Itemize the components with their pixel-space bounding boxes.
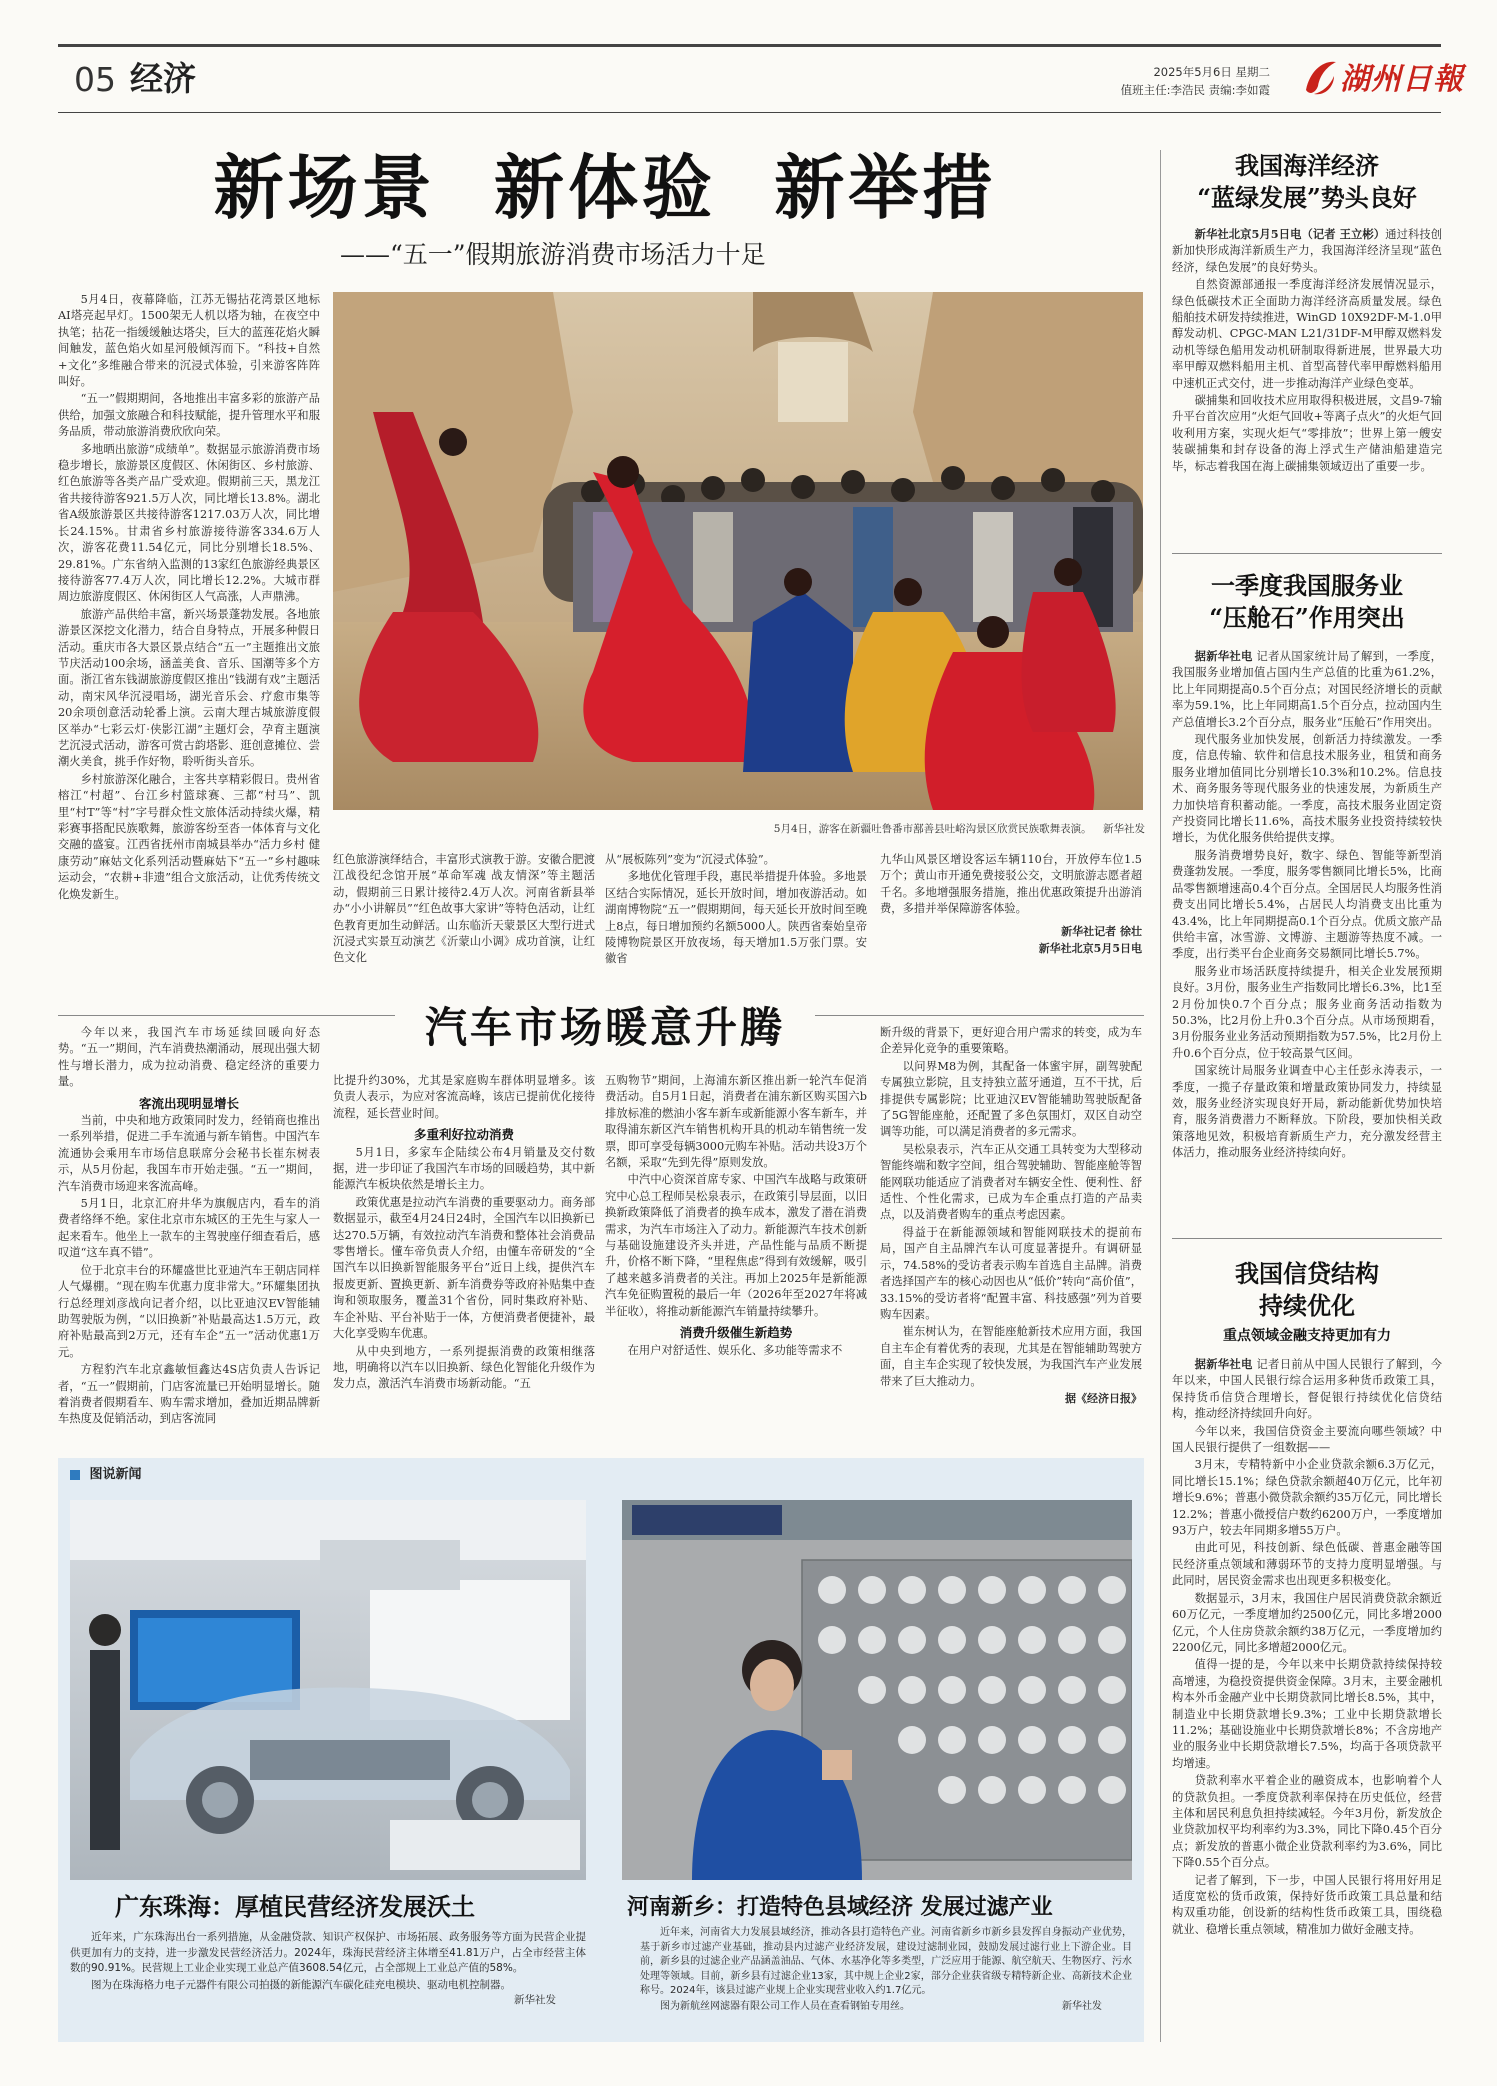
auto-subhead-2: 多重利好拉动消费 bbox=[413, 1127, 514, 1143]
side2-title-line2: “压舱石”作用突出 bbox=[1209, 603, 1405, 632]
news-right-photo-image bbox=[622, 1500, 1132, 1880]
masthead-title: 湖州日報 bbox=[1340, 62, 1464, 97]
photo-news-label bbox=[70, 1466, 142, 1486]
auto-colA bbox=[58, 1025, 320, 1447]
lead-col1-p2: “五一”假期期间，各地推出丰富多彩的旅游产品供给，加强文旅融合和科技赋能，提升管理水平和服务品质，带动旅游消费欣欣向荣。 bbox=[58, 392, 320, 439]
side3-deck: 重点领域金融支持更加有力 bbox=[1223, 1328, 1391, 1344]
side2-bottom-rule bbox=[1172, 1238, 1442, 1239]
side1-bottom-rule bbox=[1172, 553, 1442, 554]
side3-p2: 今年以来，我国信贷资金主要流向哪些领域？中国人民银行提供了一组数据—— bbox=[1172, 1424, 1442, 1455]
auto-colC bbox=[605, 1073, 867, 1447]
side1-lead: 新华社北京5月5日电（记者 王立彬） bbox=[1194, 227, 1386, 241]
side1-p3: 碳捕集和回收技术应用取得积极进展，文昌9-7输升平台首次应用“火炬气回收+等离子点火”的火炬气回收利用方案，实现火炬气“零排放”；世界上第一艘安装碳捕集和封存设备的海上浮式生产储油船建造完毕，标志着我国在海上碳捕集领域迈出了重要一步。 bbox=[1172, 394, 1442, 473]
sidebar-divider bbox=[1160, 150, 1161, 2042]
header-top-rule bbox=[58, 44, 1441, 47]
auto-colA-p2: 当前，中央和地方政策同时发力，经销商也推出一系列举措，促进二手车流通与新车销售。中国汽车流通协会乘用车市场信息联席分会秘书长崔东树表示，从5月份起，我国车市开始走强。“五一”期间，汽车消费市场迎来客流高峰。 bbox=[58, 1114, 320, 1193]
side2-p4: 服务业市场活跃度持续提升，相关企业发展预期良好。3月份，服务业生产指数同比增长6.3%，比1至2月份加快0.7个百分点；服务业商务活动指数为50.3%，比2月份上升0.3个百分点。从市场预期看，3月份服务业业务活动预期指数为57.5%，比2月份上升0.6个百分点，位于较高景气区间。 bbox=[1172, 964, 1442, 1060]
auto-colD-p4: 得益于在新能源领域和智能网联技术的提前布局，国产自主品牌汽车认可度显著提升。有调研显示，74.58%的受访者表示购车首选自主品牌。消费者选择国产车的核心动因也从“低价”转向“高价值”，33.15%的受访者将“配置丰富、科技感强”列为首要购车因素。 bbox=[880, 1225, 1142, 1321]
lead-photo-caption-text: 5月4日，游客在新疆吐鲁番市鄯善县吐峪沟景区欣赏民族歌舞表演。 bbox=[773, 823, 1092, 835]
news-right-caption bbox=[640, 2000, 1132, 2015]
lead-col1-p4: 旅游产品供给丰富，新兴场景蓬勃发展。各地旅游景区深挖文化潜力，结合自身特点，开展多种假日活动。重庆市各大景区景点结合“五一”主题推出文旅节庆活动100余场，涵盖美食、音乐、国潮等多个方面。浙江省东钱湖旅游度假区推出“钱湖有戏”主题活动，南宋风华沉浸唱场，湖光音乐会、疗愈市集等20余项创意活动轮番上演。云南大理古城旅游度假区举办“七彩云灯·侠影江湖”主题灯会，孕育主题演艺沉浸式活动，游客可赏古韵塔影、逛创意摊位、尝潮火美食，挑手作好物，聆听街头音乐。 bbox=[58, 607, 320, 769]
lead-photo-image bbox=[333, 292, 1143, 810]
news-right-body-text: 近年来，河南省大力发展县域经济，推动各县打造特色产业。河南省新乡市新乡县发挥自身振动产业优势，基于新乡市过滤产业基础，推动县内过滤产业经济发展，建设过滤制业园，鼓励发展过滤行业上下游企业。目前，新乡县的过滤企业产品涵盖油品、气体、水基净化等多类型，广泛应用于能源、航空航天、生物医疗、污水处理等领域。目前，新乡县有过滤企业13家，其中规上企业2家，部分企业获省级专精特新企业、高新技术企业称号。2024年，该县过滤产业规上企业实现营业收入约1.7亿元。 bbox=[640, 1927, 1132, 1996]
side3-p1 bbox=[1172, 1356, 1442, 1423]
auto-colA-p4: 位于北京丰台的环耀盛世比亚迪汽车王朝店同样人气爆棚。“现在购车优惠力度非常大。”环耀集团执行总经理刘彦战向记者介绍，以比亚迪汉EV智能辅助驾驶版为例，“以旧换新”补贴最高达1.5万元，政府补贴最高到2万元，还有车企“五一”活动优惠1万元。 bbox=[58, 1263, 320, 1359]
auto-subhead-3: 消费升级催生新趋势 bbox=[679, 1325, 793, 1341]
lead-col2-p1: 红色旅游演绎结合，丰富形式演教于游。安徽合肥渡江战役纪念馆开展“革命军魂 战友情深”等主题活动，假期前三日累计接待2.4万人次。河南省新县举办“小小讲解员”“红色故事大家讲”等特色活动，让红色教育更加生动鲜活。山东临沂天蒙景区大型行进式沉浸式实景互动演艺《沂蒙山小调》成功首演，让红色文化 bbox=[333, 853, 595, 965]
photo-news-marker-icon bbox=[70, 1470, 80, 1480]
auto-colD-p5: 崔东树认为，在智能座舱新技术应用方面，我国自主车企有着优秀的表现，尤其是在智能辅助驾驶方面，自主车企实现了较快发展，为我国汽车产业发展带来了巨大推动力。 bbox=[880, 1325, 1142, 1388]
lead-col4-p1: 九华山风景区增设客运车辆110台，开放停车位1.5万个；黄山市开通免费接驳公交，文明旅游志愿者超千名。多地增强服务措施，推出优惠政策提升出游消费，多措并举保障游客体验。 bbox=[880, 853, 1142, 916]
lead-col4 bbox=[880, 852, 1142, 1002]
lead-subtitle: ——“五一”假期旅游消费市场活力十足 bbox=[340, 240, 766, 269]
lead-col3-p1: 从“展板陈列”变为“沉浸式体验”。 bbox=[605, 853, 775, 866]
auto-colB bbox=[333, 1073, 595, 1447]
news-left-body-text: 近年来，广东珠海出台一系列措施，从金融贷款、知识产权保护、市场拓展、政务服务等方面为民营企业提供更加有力的支持，进一步激发民营经济活力。2024年，珠海民营经济主体增至41.81万户，占全市经营主体数的90.91%。民营规上工业企业实现工业总产值3608.54亿元，占全部规上工业总产值的58%。 bbox=[70, 1931, 586, 1974]
lead-col1 bbox=[58, 292, 320, 1005]
side2-p3: 服务消费增势良好，数字、绿色、智能等新型消费蓬勃发展。一季度，服务零售额同比增长5%，比商品零售额增速高0.4个百分点。全国居民人均服务性消费支出同比增长5.4%，占居民人均消费支出比重为43.4%，比上年同期提高0.1个百分点。优质文旅产品供给丰富，冰雪游、文博游、主题游等热度不减。一季度，出行类平台企业商务交易额同比增长5.7%。 bbox=[1172, 848, 1442, 961]
lead-col1-p3: 多地晒出旅游“成绩单”。数据显示旅游消费市场稳步增长，旅游景区度假区、休闲街区、乡村旅游、红色旅游等各类产品广受欢迎。假期前三天，黑龙江省共接待游客921.5万人次，同比增长13.8%。湖北省A级旅游景区共接待游客1217.03万人次，同比增长24.15%。甘肃省乡村旅游接待游客334.6万人次，游客花费11.54亿元，同比分别增长18.5%、29.81%。广东省纳入监测的13家红色旅游经典景区接待游客77.4万人次，同比增长12.2%。大城市群周边旅游度假区、休闲街区人气高涨，人声鼎沸。 bbox=[58, 442, 320, 604]
auto-subhead-1: 客流出现明显增长 bbox=[138, 1095, 239, 1111]
side3-p8: 记者了解到，下一步，中国人民银行将用好用足适度宽松的货币政策，保持好货币政策工具总量和结构双重功能，创设新的结构性货币政策工具，围绕稳就业、稳增长重点领域，精准加力做好金融支持。 bbox=[1172, 1873, 1442, 1936]
lead-photo-caption bbox=[745, 822, 1145, 837]
date-line: 2025年5月6日 星期二 bbox=[1153, 65, 1270, 79]
page-number: 05 bbox=[74, 60, 116, 99]
lead-photo bbox=[333, 292, 1143, 810]
side3-title-line2: 持续优化 bbox=[1259, 1291, 1355, 1320]
lead-col3-p2: 多地优化管理手段，惠民举措提升体验。多地景区结合实际情况，延长开放时间，增加夜游活动。如湖南博物院“五一”假期期间，每天延长开放时间至晚上8点，每日增加预约名额5000人。陕西省秦始皇帝陵博物院景区开放夜场，每天增加1.5万张门票。安徽省 bbox=[605, 870, 867, 966]
news-right-title: 河南新乡：打造特色县域经济 发展过滤产业 bbox=[627, 1894, 1053, 1920]
side3-lead: 据新华社电 bbox=[1194, 1357, 1253, 1371]
news-left-caption bbox=[70, 1978, 586, 2006]
section-name: 经济 bbox=[130, 59, 196, 98]
side3-p1-text: 记者日前从中国人民银行了解到，今年以来，中国人民银行综合运用多种货币政策工具，保持货币信贷合理增长，督促银行持续优化信贷结构，推动经济持续回升向好。 bbox=[1172, 1358, 1442, 1421]
lead-col2 bbox=[333, 852, 595, 1002]
side3-p6: 值得一提的是，今年以来中长期贷款持续保持较高增速，为稳投资提供资金保障。3月末，主要金融机构本外币金融产业中长期贷款同比增长8.5%，其中，制造业中长期贷款增长9.3%；工业中长期贷款增长11.2%；基础设施业中长期贷款增长8%；不含房地产业的服务业中长期贷款增长7.5%，均高于各项贷款平均增速。 bbox=[1172, 1658, 1442, 1770]
news-left-body bbox=[70, 1930, 586, 2040]
auto-colA-p1: 今年以来，我国汽车市场延续回暖向好态势。“五一”期间，汽车消费热潮涌动，展现出强大韧性与增长潜力，成为拉动消费、稳定经济的重要力量。 bbox=[58, 1026, 320, 1089]
lead-byline-reporter: 新华社记者 徐壮 bbox=[1061, 924, 1142, 938]
auto-byline: 据《经济日报》 bbox=[1065, 1391, 1142, 1405]
news-left-title: 广东珠海：厚植民营经济发展沃土 bbox=[115, 1892, 475, 1921]
auto-colD-p2: 以问界M8为例，其配备一体蜜宇屏，副驾驶配专属独立影院，且支持独立蓝牙通道，互不干扰，后排提供专属影院；比亚迪汉EV智能辅助驾驶版配备了5G智能座舱，还配置了多色氛围灯，双区自动空调等功能，可以满足消费者的多元需求。 bbox=[880, 1059, 1142, 1139]
side2-p2: 现代服务业加快发展，创新活力持续激发。一季度，信息传输、软件和信息技术服务业，租赁和商务服务业增加值同比分别增长10.3%和10.2%。信息技术、商务服务等现代服务业的快速发展，为新质生产力加快培育积蓄动能。一季度，高技术服务业固定资产投资同比增长11.6%，高技术服务业投资持续较快增长，为优化服务供给提供支撑。 bbox=[1172, 733, 1442, 845]
news-left-photo-image bbox=[70, 1500, 586, 1880]
auto-colC-p2: 中汽中心资深首席专家、中国汽车战略与政策研究中心总工程师吴松泉表示，在政策引导层面，以旧换新政策降低了消费者的换车成本，激发了潜在消费需求，为汽车市场注入了动力。新能源汽车技术创新与基础设施建设齐头并进，产品性能与品质不断提升，价格不断下降，“里程焦虑”得到有效缓解，吸引了越来越多消费者的关注。再加上2025年是新能源汽车免征购置税的最后一年（2026年至2027年将减半征收），将推动新能源汽车销量持续攀升。 bbox=[605, 1173, 867, 1318]
auto-colB-p2: 5月1日，多家车企陆续公布4月销量及交付数据，进一步印证了我国汽车市场的回暖趋势，其中新能源汽车板块依然是增长主力。 bbox=[333, 1145, 595, 1192]
masthead-logo bbox=[1300, 56, 1464, 100]
side2-title bbox=[1172, 570, 1442, 634]
page-header bbox=[58, 52, 1464, 110]
auto-headline: 汽车市场暖意升腾 bbox=[395, 998, 815, 1058]
side3-p5: 数据显示，3月末，我国住户居民消费贷款余额近60万亿元，一季度增加约2500亿元，同比多增2000亿元，个人住房贷款余额约38万亿元，一季度增加约2200亿元，同比多增超2000亿元。 bbox=[1172, 1591, 1442, 1654]
side3-p7: 贷款利率水平着企业的融资成本，也影响着个人的贷款负担。一季度贷款利率保持在历史低位，经营主体和居民利息负担持续减轻。今年3月份，新发放企业贷款加权平均利率约为3.3%，同比下降0.45个百分点；新发放的普惠小微企业贷款利率约为3.6%，同比下降0.55个百分点。 bbox=[1172, 1774, 1442, 1870]
lead-col1-p5: 乡村旅游深化融合，主客共享精彩假日。贵州省榕江“村超”、台江乡村篮球赛、三都“村马”、凯里“村T”等“村”字号群众性文旅体活动持续火爆，精彩赛事搭配民族歌舞，旅游客纷至沓一体体育与文化交融的盛宴。江西省抚州市南城县举办“活力乡村 健康劳动”麻姑文化系列活动暨麻姑下“五一”乡村趣味运动会，“农耕+非遗”组合文旅活动，让优秀传统文化焕发新生。 bbox=[58, 772, 320, 901]
side1-p2: 自然资源部通报一季度海洋经济发展情况显示，绿色低碳技术正全面助力海洋经济高质量发展。绿色船舶技术研发持续推进，WinGD 10X92DF-M-1.0甲醇发动机、CPGC-MAN L21/31DF-M甲醇双燃料发动机等绿色船用发动机研制取得新进展，世界最大功率甲醇双燃料船用主机、首型高替代率甲醇燃料船用中速机正式交付，进一步推动海洋产业绿色变革。 bbox=[1172, 278, 1442, 390]
lead-photo-credit: 新华社发 bbox=[1103, 823, 1145, 835]
news-right-credit: 新华社发 bbox=[1062, 2000, 1102, 2012]
news-left-credit: 新华社发 bbox=[514, 1994, 556, 2006]
side1-p1-text: 通过科技创新加快形成海洋新质生产力，我国海洋经济呈现“蓝色经济，绿色发展”的良好势头。 bbox=[1172, 228, 1442, 274]
side1-p1 bbox=[1172, 226, 1442, 276]
side2-p1-text: 记者从国家统计局了解到，一季度，我国服务业增加值占国内生产总值的比重为61.2%，比上年同期提高0.5个百分点；对国民经济增长的贡献率为59.1%，比上年同期高1.5个百分点，拉动国内生产总值增长3.2个百分点，服务业“压舱石”作用突出。 bbox=[1172, 650, 1442, 729]
side3-body bbox=[1172, 1356, 1442, 2042]
auto-colA-p5: 方程豹汽车北京鑫敏恒鑫达4S店负责人告诉记者，“五一”假期前，门店客流量已开始明显增长。随着消费者假期看车、购车需求增加，叠加近期品牌新车热度及促销活动，到店客流同 bbox=[58, 1363, 320, 1426]
side1-title bbox=[1172, 150, 1442, 214]
auto-colD bbox=[880, 1025, 1142, 1447]
lead-headline: 新场景 新体验 新举措 bbox=[213, 146, 997, 229]
side1-title-line1: 我国海洋经济 bbox=[1235, 151, 1379, 180]
side1-title-line2: “蓝绿发展”势头良好 bbox=[1197, 183, 1417, 212]
photo-news-label-text: 图说新闻 bbox=[89, 1467, 142, 1482]
auto-colA-p3: 5月1日，北京汇府井华为旗舰店内，看车的消费者络绎不绝。家住北京市东城区的王先生与家人一起来看车。他坐上一款车的主驾驶座仔细查看后，感叹道“这车真不错”。 bbox=[58, 1197, 320, 1260]
side2-lead: 据新华社电 bbox=[1194, 649, 1253, 663]
side2-title-line1: 一季度我国服务业 bbox=[1211, 571, 1403, 600]
lead-col3 bbox=[605, 852, 867, 1002]
side3-p3: 3月末，专精特新中小企业贷款余额6.3万亿元，同比增长15.1%；绿色贷款余额超40万亿元，比年初增长9.6%；普惠小微贷款余额约35万亿元，同比增长12.2%；普惠小微授信户数约6200万户，一季度增加93万户，较去年同期多增55万户。 bbox=[1172, 1458, 1442, 1538]
news-left-photo bbox=[70, 1500, 586, 1880]
side1-body bbox=[1172, 226, 1442, 541]
side2-p1 bbox=[1172, 648, 1442, 731]
auto-colB-p4: 从中央到地方，一系列提振消费的政策相继落地，明确将以汽车以旧换新、绿色化智能化升级作为发力点，激活汽车消费市场新动能。“五 bbox=[333, 1344, 595, 1391]
auto-colD-p1: 断升级的背景下，更好迎合用户需求的转变，成为车企差异化竞争的重要策略。 bbox=[880, 1026, 1142, 1056]
news-left-caption-text: 图为在珠海格力电子元器件有限公司拍摄的新能源汽车碳化硅充电模块、驱动电机控制器。 bbox=[91, 1978, 511, 1991]
editor-line: 值班主任:李浩民 责编:李如霞 bbox=[1120, 83, 1270, 97]
news-right-body bbox=[640, 1926, 1132, 2038]
lead-col1-p1: 5月4日，夜幕降临，江苏无锡拈花湾景区地标AI塔亮起早灯。1500架无人机以塔为轴，在夜空中执笔；拈花一指缓缓触达塔尖，巨大的蓝莲花焰火瞬间触发，蓝色焰火如星河般倾泻而下。“科技+自然+文化”多维融合带来的沉浸式体验，引来游客阵阵叫好。 bbox=[58, 293, 320, 389]
auto-colB-p3: 政策优惠是拉动汽车消费的重要驱动力。商务部数据显示，截至4月24日24时，全国汽车以旧换新已达270.5万辆，有效拉动汽车消费和整体社会消费品零售增长。懂车帝负责人介绍，由懂车帝研发的“全国汽车以旧换新智能服务平台”近日上线，提供汽车报废更新、置换更新、新车消费券等政府补贴集中查询和领取服务，覆盖31个省份，同时集政府补贴、车企补贴、平台补贴于一体，方便消费者便捷补，最大化享受购车优惠。 bbox=[333, 1195, 595, 1341]
auto-colC-p3: 在用户对舒适性、娱乐化、多功能等需求不 bbox=[627, 1343, 843, 1357]
side3-p4: 由此可见，科技创新、绿色低碳、普惠金融等国民经济重点领域和薄弱环节的支持力度明显增强。与此同时，居民资金需求也出现更多积极变化。 bbox=[1172, 1541, 1442, 1588]
masthead-emblem-icon bbox=[1300, 56, 1340, 100]
lead-byline-dateline: 新华社北京5月5日电 bbox=[1038, 942, 1142, 956]
side2-body bbox=[1172, 648, 1442, 1228]
auto-colC-p1: 五购物节”期间，上海浦东新区推出新一轮汽车促消费活动。自5月1日起，消费者在浦东新区购买国六b排放标准的燃油小客车新车或新能源小客车新车，并取得浦东新区汽车销售机构开具的机动车销售统一发票，即可享受每辆3000元购车补贴。活动共设3万个名额，采取“先到先得”原则发放。 bbox=[605, 1074, 867, 1170]
auto-colB-p1: 比提升约30%，尤其是家庭购车群体明显增多。该负责人表示，为应对客流高峰，该店已提前优化接待流程，延长营业时间。 bbox=[333, 1074, 595, 1120]
auto-colD-p3: 吴松泉表示，汽车正从交通工具转变为大型移动智能终端和数字空间，组合驾驶辅助、智能座舱等智能网联功能适应了消费者对车辆安全性、便利性、舒适性、个性化需求，已成为车企重点打造的产品卖点，以及消费者购车的重点考虑因素。 bbox=[880, 1142, 1142, 1222]
news-right-caption-text: 图为新航丝网滤器有限公司工作人员在查看钢铂专用丝。 bbox=[660, 2000, 910, 2012]
news-right-photo bbox=[622, 1500, 1132, 1880]
side2-p5: 国家统计局服务业调查中心主任彭永涛表示，一季度，一揽子存量政策和增量政策协同发力，持续显效，服务业经济实现良好开局，新动能新优势加快培育，服务消费潜力不断释放。下阶段，要加快相关政策落地见效，积极培育新质生产力，充分激发经营主体活力，推动服务业经济持续向好。 bbox=[1172, 1064, 1442, 1160]
side3-title-line1: 我国信贷结构 bbox=[1235, 1259, 1379, 1288]
header-bottom-rule bbox=[58, 112, 1441, 113]
side3-title bbox=[1172, 1258, 1442, 1322]
